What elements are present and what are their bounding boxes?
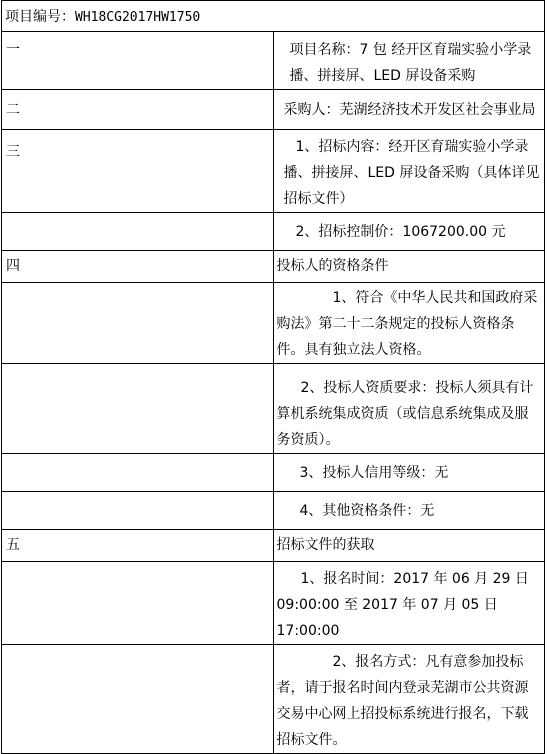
tender-content-text: 1、招标内容：经开区育瑞实验小学录播、拼接屏、LED 屏设备采购（具体详见招标文件）: [273, 130, 545, 213]
section-2-number: 二: [2, 90, 274, 130]
registration-time-row: [2, 562, 545, 645]
purchaser-text: 采购人：芜湖经济技术开发区社会事业局: [273, 90, 545, 130]
control-price-row: [2, 213, 545, 251]
qualification-1-text: 1、符合《中华人民共和国政府采购法》第二十二条规定的投标人资格条件。具有独立法人资格。: [273, 283, 545, 364]
project-number-label: 项目编号：: [5, 9, 75, 25]
section-4-number: 四: [2, 251, 274, 283]
qualification-4-text: 4、其他资格条件：无: [273, 492, 545, 530]
tender-docs-heading: 招标文件的获取: [273, 530, 545, 562]
section-3-row: [2, 130, 545, 213]
qualification-2-row: [2, 364, 545, 454]
tender-table: [1, 0, 545, 754]
qualification-1-row: [2, 283, 545, 364]
qualification-3-row: [2, 454, 545, 492]
qualification-heading: 投标人的资格条件: [273, 251, 545, 283]
registration-method-row: [2, 645, 545, 754]
qualification-4-row: [2, 492, 545, 530]
registration-method-text: 2、报名方式：凡有意参加投标者，请于报名时间内登录芜湖市公共资源交易中心网上招投标系统进行报名，下载招标文件。: [273, 645, 545, 754]
section-2-row: [2, 90, 545, 130]
project-name-text: 项目名称：7 包 经开区育瑞实验小学录播、拼接屏、LED 屏设备采购: [273, 32, 545, 90]
qualification-3-text: 3、投标人信用等级：无: [273, 454, 545, 492]
section-3-number: 三: [2, 130, 274, 213]
project-number-row: [2, 1, 545, 32]
qualification-2-text: 2、投标人资质要求：投标人须具有计算机系统集成资质（或信息系统集成及服务资质）。: [273, 364, 545, 454]
project-number-cell: [2, 1, 545, 32]
section-5-number: 五: [2, 530, 274, 562]
registration-time-text: 1、报名时间：2017 年 06 月 29 日 09:00:00 至 2017 年 07 月 05 日 17:00:00: [273, 562, 545, 645]
section-4-row: [2, 251, 545, 283]
section-1-row: [2, 32, 545, 90]
section-1-number: 一: [2, 32, 274, 90]
control-price-text: 2、招标控制价：1067200.00 元: [273, 213, 545, 251]
section-5-row: [2, 530, 545, 562]
project-number-value: WH18CG2017HW1750: [75, 10, 201, 25]
